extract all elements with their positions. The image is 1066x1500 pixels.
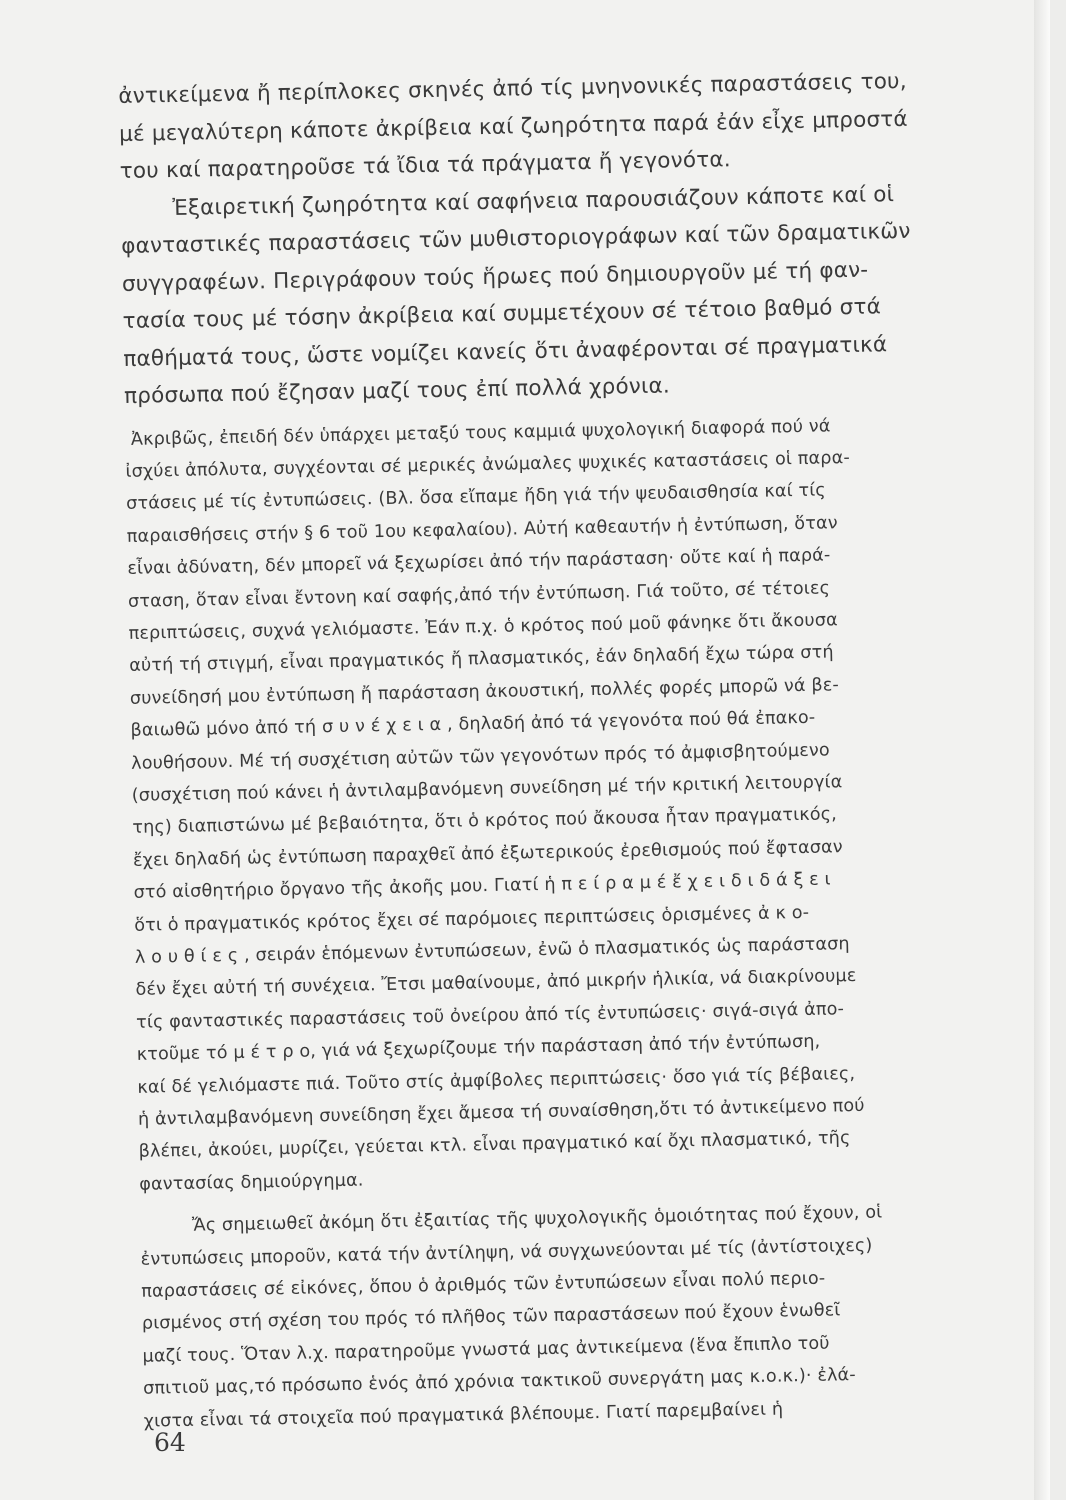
text-line: Ἄς σημειωθεῖ ἀκόμη ὅτι ἐξαιτίας τῆς ψυχολογικῆς ὁμοιότητας πού ἔχουν, οἱ — [191, 1202, 883, 1237]
text-line: ἐντυπώσεις μποροῦν, κατά τήν ἀντίληψη, νά συγχωνεύονται μέ τίς (ἀντίστοιχες) — [140, 1235, 873, 1270]
text-line: τίς φανταστικές παραστάσεις τοῦ ὀνείρου ἀπό τίς ἐντυπώσεις· σιγά-σιγά ἀπο- — [135, 999, 845, 1033]
text-line: εἶναι ἀδύνατη, δέν μπορεῖ νά ξεχωρίσει ἀπό τήν παράσταση· οὔτε καί ἡ παρά- — [127, 545, 831, 580]
text-line: ὅτι ὁ πραγματικός κρότος ἔχει σέ παρόμοιες περιπτώσεις ὁρισμένες ἀ κ ο- — [134, 902, 810, 936]
text-line: ἰσχύει ἀπόλυτα, συγχέονται σέ μερικές ἀνώμαλες ψυχικές καταστάσεις οἱ παρα- — [125, 447, 851, 482]
text-line: σταση, ὅταν εἶναι ἔντονη καί σαφής,ἀπό τήν ἐντύπωση. Γιά τοῦτο, σέ τέτοιες — [127, 577, 831, 612]
paragraph-fusion-perception — [140, 1194, 1044, 1438]
text-line: ἔχει δηλαδή ὡς ἐντύπωση παραχθεῖ ἀπό ἐξωτερικούς ἐρεθισμούς πού ἔφτασαν — [132, 837, 844, 871]
text-line: παραισθήσεις στήν § 6 τοῦ 1ου κεφαλαίου). Αὐτή καθεαυτήν ἡ ἐντύπωση, ὅταν — [126, 512, 838, 547]
text-line: μαζί τους. Ὅταν λ.χ. παρατηροῦμε γνωστά μας ἀντικείμενα (ἕνα ἔπιπλο τοῦ — [142, 1333, 830, 1367]
text-line: παραστάσεις σέ εἰκόνες, ὅπου ὁ ἀριθμός τῶν ἐντυπώσεων εἶναι πολύ περιο- — [141, 1268, 826, 1302]
text-line: Ἀκριβῶς, ἐπειδή δέν ὑπάρχει μεταξύ τους καμμιά ψυχολογική διαφορά πού νά — [130, 415, 831, 450]
text-line: σπιτιοῦ μας,τό πρόσωπο ἑνός ἀπό χρόνια τακτικοῦ συνεργάτη μας κ.ο.κ.)· ἐλά- — [142, 1365, 857, 1400]
text-line: τασία τους μέ τόσην ἀκρίβεια καί συμμετέχουν σέ τέτοιο βαθμό στά — [122, 294, 882, 334]
text-line: λουθήσουν. Μέ τή συσχέτιση αὐτῶν τῶν γεγονότων πρός τό ἀμφισβητούμενο — [130, 740, 830, 774]
text-line: Ἐξαιρετική ζωηρότητα καί σαφήνεια παρουσιάζουν κάποτε καί οἱ — [172, 181, 895, 221]
text-line: της) διαπιστώνω μέ βεβαιότητα, ὅτι ὁ κρότος πού ἄκουσα ἦταν πραγματικός, — [132, 804, 838, 839]
text-line: περιπτώσεις, συχνά γελιόμαστε. Ἐάν π.χ. ὁ κρότος πού μοῦ φάνηκε ὅτι ἄκουσα — [128, 610, 838, 644]
text-line: ρισμένος στή σχέση του πρός τό πλῆθος τῶν παραστάσεων πού ἔχουν ἑνωθεῖ — [141, 1300, 841, 1335]
text-line: στάσεις μέ τίς ἐντυπώσεις. (Βλ. ὅσα εἴπαμε ἤδη γιά τήν ψευδαισθησία καί τίς — [125, 480, 827, 515]
paragraph-confusion-impressions — [125, 406, 1040, 1201]
text-line: καί δέ γελιόμαστε πιά. Τοῦτο στίς ἀμφίβολες περιπτώσεις· ὅσο γιά τίς βέβαιες, — [137, 1063, 856, 1098]
text-line: βαιωθῶ μόνο ἀπό τή σ υ ν έ χ ε ι α , δηλαδή ἀπό τά γεγονότα πού θά ἐπακο- — [130, 707, 816, 742]
text-line: στό αἰσθητήριο ὄργανο τῆς ἀκοῆς μου. Γιατί ἡ π ε ί ρ α μ έ ἔ χ ε ι δ ι δ ά ξ ε ι — [133, 869, 831, 904]
text-line: συνείδησή μου ἐντύπωση ἤ παράσταση ἀκουστική, πολλές φορές μπορῶ νά βε- — [129, 675, 840, 709]
page-text — [118, 61, 1044, 1458]
text-line: μέ μεγαλύτερη κάποτε ἀκρίβεια καί ζωηρότητα παρά ἐάν εἶχε μπροστά — [118, 106, 909, 147]
paragraph-vivid-fiction — [120, 173, 1024, 415]
text-line: χιστα εἶναι τά στοιχεῖα πού πραγματικά βλέπουμε. Γιατί παρεμβαίνει ἡ — [143, 1399, 784, 1432]
page-number: 64 — [154, 1428, 186, 1457]
text-line: ἡ ἀντιλαμβανόμενη συνείδηση ἔχει ἄμεσα τή συναίσθηση,ὅτι τό ἀντικείμενο πού — [137, 1095, 865, 1130]
text-line: (συσχέτιση πού κάνει ἡ ἀντιλαμβανόμενη συνείδηση μέ τήν κριτική λειτουργία — [131, 772, 843, 806]
text-line: δέν ἔχει αὐτή τή συνέχεια. Ἔτσι μαθαίνουμε, ἀπό μικρήν ἡλικία, νά διακρίνουμε — [135, 966, 857, 1001]
text-line: συγγραφέων. Περιγράφουν τούς ἥρωες πού δημιουργοῦν μέ τή φαν- — [121, 257, 869, 297]
text-line: βλέπει, ἀκούει, μυρίζει, γεύεται κτλ. εἶναι πραγματικό καί ὄχι πλασματικό, τῆς — [138, 1128, 851, 1163]
text-line: ἀντικείμενα ἤ περίπλοκες σκηνές ἀπό τίς μνηνονικές παραστάσεις του, — [118, 68, 907, 109]
text-line: παθήματά τους, ὥστε νομίζει κανείς ὅτι ἀναφέρονται σέ πραγματικά — [123, 331, 888, 372]
text-line: πρόσωπα πού ἔζησαν μαζί τους ἐπί πολλά χρόνια. — [123, 373, 671, 409]
text-line: κτοῦμε τό μ έ τ ρ ο, γιά νά ξεχωρίζουμε τήν παράσταση ἀπό τήν ἐντύπωση, — [136, 1031, 821, 1066]
text-line: φανταστικές παραστάσεις τῶν μυθιστοριογράφων καί τῶν δραματικῶν — [120, 218, 911, 259]
text-line: λ ο υ θ ί ε ς , σειράν ἑπόμενων ἐντυπώσεων, ἐνῶ ὁ πλασματικός ὡς παράσταση — [134, 934, 850, 968]
paragraph-memory-images — [118, 61, 1020, 191]
text-line: του καί παρατηροῦσε τά ἴδια τά πράγματα ἤ γεγονότα. — [119, 147, 731, 184]
text-line: φαντασίας δημιούργημα. — [139, 1170, 364, 1195]
text-line: αὐτή τή στιγμή, εἶναι πραγματικός ἤ πλασματικός, ἐάν δηλαδή ἔχω τώρα στή — [129, 642, 834, 677]
